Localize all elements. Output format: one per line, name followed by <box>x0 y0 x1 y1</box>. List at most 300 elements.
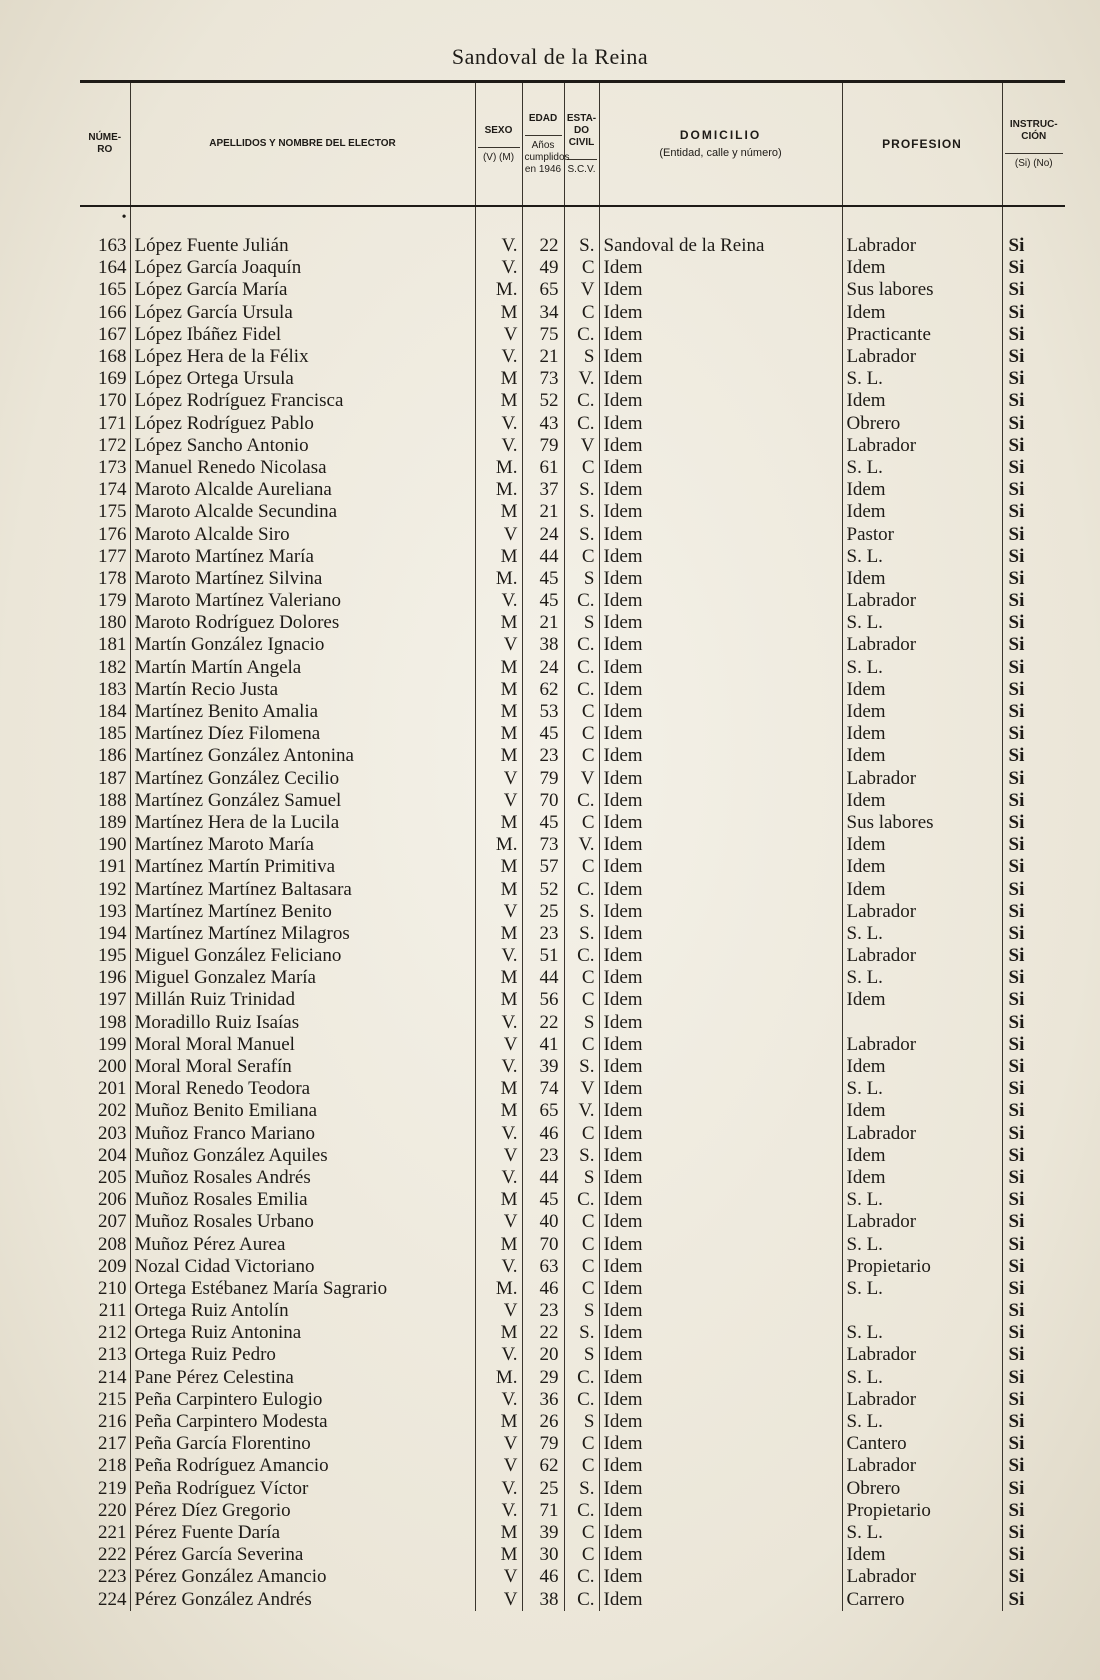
civil-status-cell: S. <box>564 901 599 923</box>
instruction-cell: Si <box>1002 1278 1065 1300</box>
sex-cell: M <box>475 1322 522 1344</box>
civil-status-cell: S. <box>564 923 599 945</box>
sex-cell: M. <box>475 479 522 501</box>
age-cell: 65 <box>522 1100 564 1122</box>
instruction-cell: Si <box>1002 634 1065 656</box>
domicile-cell: Idem <box>599 1411 842 1433</box>
civil-status-cell: C. <box>564 1189 599 1211</box>
sex-cell: V <box>475 1566 522 1588</box>
table-row <box>80 346 1065 368</box>
instruction-cell: Si <box>1002 1078 1065 1100</box>
age-cell: 62 <box>522 679 564 701</box>
spacer-row <box>80 206 1065 235</box>
profession-cell: Sus labores <box>842 812 1002 834</box>
civil-status-cell: C <box>564 745 599 767</box>
sex-cell: M <box>475 302 522 324</box>
elector-name: Peña Rodríguez Amancio <box>130 1455 475 1477</box>
row-number: 184 <box>98 701 127 723</box>
profession-cell: Obrero <box>842 1478 1002 1500</box>
sex-cell: M <box>475 612 522 634</box>
table-row <box>80 679 1065 701</box>
elector-name: Ortega Ruiz Antonina <box>130 1322 475 1344</box>
sex-cell: V. <box>475 413 522 435</box>
instruction-cell: Si <box>1002 878 1065 900</box>
table-row <box>80 701 1065 723</box>
table-row <box>80 834 1065 856</box>
sex-cell: V <box>475 634 522 656</box>
domicile-cell: Idem <box>599 701 842 723</box>
instruction-cell: Si <box>1002 302 1065 324</box>
civil-status-cell: C <box>564 1233 599 1255</box>
domicile-cell: Idem <box>599 523 842 545</box>
domicile-cell: Idem <box>599 1544 842 1566</box>
age-cell: 21 <box>522 612 564 634</box>
table-row <box>80 1344 1065 1366</box>
age-cell: 26 <box>522 1411 564 1433</box>
instruction-cell: Si <box>1002 1478 1065 1500</box>
row-number: 202 <box>98 1100 127 1122</box>
sex-cell: V. <box>475 1500 522 1522</box>
header-domicilio-label: DOMICILIO <box>679 128 762 142</box>
civil-status-cell: C. <box>564 679 599 701</box>
domicile-cell: Idem <box>599 768 842 790</box>
domicile-cell: Idem <box>599 745 842 767</box>
sex-cell: V. <box>475 945 522 967</box>
elector-name: Moral Moral Serafín <box>130 1056 475 1078</box>
elector-name: Muñoz Benito Emiliana <box>130 1100 475 1122</box>
civil-status-cell: C <box>564 856 599 878</box>
age-cell: 45 <box>522 812 564 834</box>
table-row <box>80 523 1065 545</box>
sex-cell: V <box>475 324 522 346</box>
domicile-cell: Idem <box>599 1300 842 1322</box>
domicile-cell: Idem <box>599 1588 842 1610</box>
table-row <box>80 878 1065 900</box>
age-cell: 39 <box>522 1056 564 1078</box>
age-cell: 63 <box>522 1256 564 1278</box>
profession-cell: S. L. <box>842 546 1002 568</box>
profession-cell: Idem <box>842 834 1002 856</box>
domicile-cell: Idem <box>599 1078 842 1100</box>
instruction-cell: Si <box>1002 435 1065 457</box>
domicile-cell: Idem <box>599 1211 842 1233</box>
sex-cell: M <box>475 878 522 900</box>
table-row <box>80 745 1065 767</box>
row-number: 208 <box>98 1233 127 1255</box>
instruction-cell: Si <box>1002 1411 1065 1433</box>
civil-status-cell: S. <box>564 1145 599 1167</box>
elector-name: Muñoz Rosales Urbano <box>130 1211 475 1233</box>
instruction-cell: Si <box>1002 413 1065 435</box>
domicile-cell: Idem <box>599 346 842 368</box>
instruction-cell: Si <box>1002 235 1065 257</box>
civil-status-cell: C. <box>564 590 599 612</box>
sex-cell: M. <box>475 1278 522 1300</box>
age-cell: 21 <box>522 501 564 523</box>
sex-cell: V. <box>475 1056 522 1078</box>
instruction-cell: Si <box>1002 1522 1065 1544</box>
age-cell: 79 <box>522 435 564 457</box>
sex-cell: V <box>475 1211 522 1233</box>
domicile-cell: Idem <box>599 657 842 679</box>
instruction-cell: Si <box>1002 1344 1065 1366</box>
civil-status-cell: C <box>564 723 599 745</box>
profession-cell: S. L. <box>842 657 1002 679</box>
table-row <box>80 923 1065 945</box>
table-row <box>80 1544 1065 1566</box>
elector-name: Martínez Hera de la Lucila <box>130 812 475 834</box>
elector-name: Peña Rodríguez Víctor <box>130 1478 475 1500</box>
profession-cell: S. L. <box>842 923 1002 945</box>
instruction-cell: Si <box>1002 1145 1065 1167</box>
profession-cell: S. L. <box>842 1233 1002 1255</box>
sex-cell: M <box>475 1411 522 1433</box>
civil-status-cell: S <box>564 1300 599 1322</box>
domicile-cell: Idem <box>599 790 842 812</box>
profession-cell: Cantero <box>842 1433 1002 1455</box>
row-number: 176 <box>98 523 127 545</box>
domicile-cell: Idem <box>599 546 842 568</box>
row-number: 220 <box>98 1499 127 1521</box>
profession-cell: S. L. <box>842 368 1002 390</box>
row-number: 223 <box>98 1566 127 1588</box>
profession-cell: S. L. <box>842 967 1002 989</box>
instruction-cell: Si <box>1002 834 1065 856</box>
domicile-cell: Idem <box>599 723 842 745</box>
profession-cell: Carrero <box>842 1588 1002 1610</box>
elector-name: Peña Carpintero Modesta <box>130 1411 475 1433</box>
domicile-cell: Idem <box>599 1056 842 1078</box>
age-cell: 79 <box>522 1433 564 1455</box>
age-cell: 70 <box>522 790 564 812</box>
sex-cell: M <box>475 546 522 568</box>
instruction-cell: Si <box>1002 568 1065 590</box>
row-number: 215 <box>98 1388 127 1410</box>
sex-cell: M <box>475 923 522 945</box>
row-number: 195 <box>98 945 127 967</box>
civil-status-cell: S <box>564 346 599 368</box>
domicile-cell: Idem <box>599 1433 842 1455</box>
instruction-cell: Si <box>1002 368 1065 390</box>
elector-name: Miguel Gonzalez María <box>130 967 475 989</box>
row-number: 205 <box>98 1166 127 1188</box>
table-row <box>80 1278 1065 1300</box>
domicile-cell: Idem <box>599 612 842 634</box>
age-cell: 22 <box>522 1012 564 1034</box>
elector-name: Pérez Fuente Daría <box>130 1522 475 1544</box>
profession-cell: Idem <box>842 1167 1002 1189</box>
elector-name: Moral Renedo Teodora <box>130 1078 475 1100</box>
domicile-cell: Idem <box>599 1500 842 1522</box>
instruction-cell: Si <box>1002 324 1065 346</box>
civil-status-cell: C <box>564 457 599 479</box>
sex-cell: V <box>475 1300 522 1322</box>
profession-cell: S. L. <box>842 612 1002 634</box>
elector-name: Martínez Martínez Baltasara <box>130 878 475 900</box>
elector-name: Moradillo Ruiz Isaías <box>130 1012 475 1034</box>
profession-cell: S. L. <box>842 1367 1002 1389</box>
profession-cell: Idem <box>842 568 1002 590</box>
civil-status-cell: V. <box>564 368 599 390</box>
table-row <box>80 279 1065 301</box>
age-cell: 25 <box>522 1478 564 1500</box>
table-row <box>80 1367 1065 1389</box>
profession-cell: Idem <box>842 257 1002 279</box>
domicile-cell: Idem <box>599 501 842 523</box>
profession-cell: Pastor <box>842 523 1002 545</box>
civil-status-cell: S. <box>564 501 599 523</box>
elector-register-table <box>80 80 1065 1611</box>
elector-name: Martínez González Samuel <box>130 790 475 812</box>
profession-cell: Idem <box>842 745 1002 767</box>
table-row <box>80 1145 1065 1167</box>
age-cell: 38 <box>522 1588 564 1610</box>
age-cell: 29 <box>522 1367 564 1389</box>
elector-name: Moral Moral Manuel <box>130 1034 475 1056</box>
elector-name: Maroto Alcalde Siro <box>130 523 475 545</box>
age-cell: 56 <box>522 989 564 1011</box>
civil-status-cell: V <box>564 768 599 790</box>
domicile-cell: Idem <box>599 1100 842 1122</box>
table-row <box>80 1588 1065 1610</box>
civil-status-cell: C <box>564 302 599 324</box>
domicile-cell: Idem <box>599 279 842 301</box>
row-number: 182 <box>98 656 127 678</box>
civil-status-cell: S. <box>564 479 599 501</box>
instruction-cell: Si <box>1002 1300 1065 1322</box>
domicile-cell: Idem <box>599 302 842 324</box>
domicile-cell: Idem <box>599 812 842 834</box>
table-row <box>80 768 1065 790</box>
table-row <box>80 1167 1065 1189</box>
table-row <box>80 1433 1065 1455</box>
instruction-cell: Si <box>1002 1100 1065 1122</box>
civil-status-cell: S. <box>564 1478 599 1500</box>
domicile-cell: Idem <box>599 967 842 989</box>
domicile-cell: Idem <box>599 1455 842 1477</box>
row-number: 212 <box>98 1322 127 1344</box>
row-number: 172 <box>98 434 127 456</box>
row-number: 219 <box>98 1477 127 1499</box>
instruction-cell: Si <box>1002 1433 1065 1455</box>
elector-name: Martín Recio Justa <box>130 679 475 701</box>
table-row <box>80 967 1065 989</box>
civil-status-cell: S. <box>564 523 599 545</box>
elector-name: Martín Martín Angela <box>130 657 475 679</box>
age-cell: 45 <box>522 1189 564 1211</box>
age-cell: 46 <box>522 1566 564 1588</box>
sex-cell: M <box>475 1189 522 1211</box>
table-row <box>80 856 1065 878</box>
table-row <box>80 1123 1065 1145</box>
civil-status-cell: C <box>564 257 599 279</box>
elector-name: Maroto Alcalde Aureliana <box>130 479 475 501</box>
instruction-cell: Si <box>1002 501 1065 523</box>
instruction-cell: Si <box>1002 1167 1065 1189</box>
civil-status-cell: S. <box>564 1322 599 1344</box>
profession-cell: S. L. <box>842 457 1002 479</box>
elector-name: López Hera de la Félix <box>130 346 475 368</box>
domicile-cell: Idem <box>599 945 842 967</box>
sex-cell: M <box>475 856 522 878</box>
table-row <box>80 989 1065 1011</box>
sex-cell: V <box>475 901 522 923</box>
domicile-cell: Idem <box>599 1123 842 1145</box>
instruction-cell: Si <box>1002 346 1065 368</box>
sex-cell: V <box>475 790 522 812</box>
row-number: 193 <box>98 900 127 922</box>
row-number: 201 <box>98 1078 127 1100</box>
row-number: 175 <box>98 501 127 523</box>
table-row <box>80 435 1065 457</box>
instruction-cell: Si <box>1002 1566 1065 1588</box>
civil-status-cell: C. <box>564 1389 599 1411</box>
elector-name: López Fuente Julián <box>130 235 475 257</box>
age-cell: 62 <box>522 1455 564 1477</box>
sex-cell: M <box>475 701 522 723</box>
domicile-cell: Idem <box>599 989 842 1011</box>
domicile-cell: Idem <box>599 1522 842 1544</box>
elector-name: Maroto Martínez Valeriano <box>130 590 475 612</box>
table-row <box>80 1078 1065 1100</box>
sex-cell: M <box>475 368 522 390</box>
civil-status-cell: C <box>564 1544 599 1566</box>
table-row <box>80 723 1065 745</box>
profession-cell <box>842 1300 1002 1322</box>
profession-cell: Labrador <box>842 435 1002 457</box>
age-cell: 45 <box>522 723 564 745</box>
domicile-cell: Idem <box>599 1566 842 1588</box>
instruction-cell: Si <box>1002 279 1065 301</box>
table-row <box>80 812 1065 834</box>
row-number: 165 <box>98 279 127 301</box>
table-row <box>80 590 1065 612</box>
row-number: 217 <box>98 1433 127 1455</box>
civil-status-cell: C <box>564 989 599 1011</box>
profession-cell: Idem <box>842 723 1002 745</box>
profession-cell: Idem <box>842 1100 1002 1122</box>
domicile-cell: Idem <box>599 1344 842 1366</box>
row-number: 174 <box>98 479 127 501</box>
table-row <box>80 945 1065 967</box>
row-number: 171 <box>98 412 127 434</box>
instruction-cell: Si <box>1002 257 1065 279</box>
sex-cell: V. <box>475 1123 522 1145</box>
age-cell: 53 <box>522 701 564 723</box>
profession-cell: Idem <box>842 679 1002 701</box>
instruction-cell: Si <box>1002 612 1065 634</box>
age-cell: 24 <box>522 523 564 545</box>
instruction-cell: Si <box>1002 1544 1065 1566</box>
sex-cell: M <box>475 989 522 1011</box>
table-row <box>80 1300 1065 1322</box>
elector-name: López Rodríguez Pablo <box>130 413 475 435</box>
elector-name: López García Joaquín <box>130 257 475 279</box>
profession-cell: Sus labores <box>842 279 1002 301</box>
civil-status-cell: V <box>564 1078 599 1100</box>
table-row <box>80 457 1065 479</box>
row-number: 206 <box>98 1189 127 1211</box>
age-cell: 45 <box>522 568 564 590</box>
civil-status-cell: C. <box>564 878 599 900</box>
table-row <box>80 1233 1065 1255</box>
row-number: 185 <box>98 723 127 745</box>
elector-name: Maroto Martínez María <box>130 546 475 568</box>
domicile-cell: Idem <box>599 457 842 479</box>
civil-status-cell: S. <box>564 235 599 257</box>
row-number: 209 <box>98 1255 127 1277</box>
civil-status-cell: C. <box>564 1588 599 1610</box>
table-row <box>80 324 1065 346</box>
profession-cell: Idem <box>842 701 1002 723</box>
civil-status-cell: S <box>564 612 599 634</box>
civil-status-cell: V. <box>564 834 599 856</box>
instruction-cell: Si <box>1002 657 1065 679</box>
page-title: Sandoval de la Reina <box>451 44 649 69</box>
row-number: 211 <box>98 1300 127 1322</box>
domicile-cell: Idem <box>599 679 842 701</box>
profession-cell: Idem <box>842 1544 1002 1566</box>
sex-cell: M <box>475 657 522 679</box>
sex-cell: M. <box>475 1367 522 1389</box>
table-row <box>80 1056 1065 1078</box>
elector-name: Manuel Renedo Nicolasa <box>130 457 475 479</box>
instruction-cell: Si <box>1002 1012 1065 1034</box>
civil-status-cell: V. <box>564 1100 599 1122</box>
profession-cell: S. L. <box>842 1522 1002 1544</box>
instruction-cell: Si <box>1002 1322 1065 1344</box>
civil-status-cell: C. <box>564 1367 599 1389</box>
sex-cell: M <box>475 967 522 989</box>
sex-cell: M. <box>475 279 522 301</box>
row-number: 222 <box>98 1544 127 1566</box>
row-number: 169 <box>98 368 127 390</box>
instruction-cell: Si <box>1002 546 1065 568</box>
age-cell: 21 <box>522 346 564 368</box>
header-edad <box>522 82 570 207</box>
elector-name: Muñoz Pérez Aurea <box>130 1233 475 1255</box>
civil-status-cell: C. <box>564 390 599 412</box>
profession-cell: Labrador <box>842 1455 1002 1477</box>
domicile-cell: Idem <box>599 1278 842 1300</box>
profession-cell: Idem <box>842 989 1002 1011</box>
domicile-cell: Idem <box>599 901 842 923</box>
civil-status-cell: S <box>564 1167 599 1189</box>
elector-name: Martínez Martín Primitiva <box>130 856 475 878</box>
age-cell: 51 <box>522 945 564 967</box>
row-number: 181 <box>98 634 127 656</box>
elector-name: López Ortega Ursula <box>130 368 475 390</box>
profession-cell: Labrador <box>842 768 1002 790</box>
age-cell: 73 <box>522 368 564 390</box>
header-instruccion-sub: (Si) (No) <box>1005 153 1064 170</box>
elector-name: Ortega Ruiz Pedro <box>130 1344 475 1366</box>
header-instruccion <box>1002 82 1065 207</box>
age-cell: 23 <box>522 745 564 767</box>
profession-cell: Propietario <box>842 1500 1002 1522</box>
age-cell: 20 <box>522 1344 564 1366</box>
domicile-cell: Idem <box>599 1389 842 1411</box>
civil-status-cell: C <box>564 1211 599 1233</box>
age-cell: 41 <box>522 1034 564 1056</box>
age-cell: 23 <box>522 1300 564 1322</box>
age-cell: 74 <box>522 1078 564 1100</box>
elector-name: Martínez González Antonina <box>130 745 475 767</box>
sex-cell: M. <box>475 568 522 590</box>
civil-status-cell: S <box>564 1344 599 1366</box>
profession-cell: Idem <box>842 856 1002 878</box>
table-row <box>80 634 1065 656</box>
